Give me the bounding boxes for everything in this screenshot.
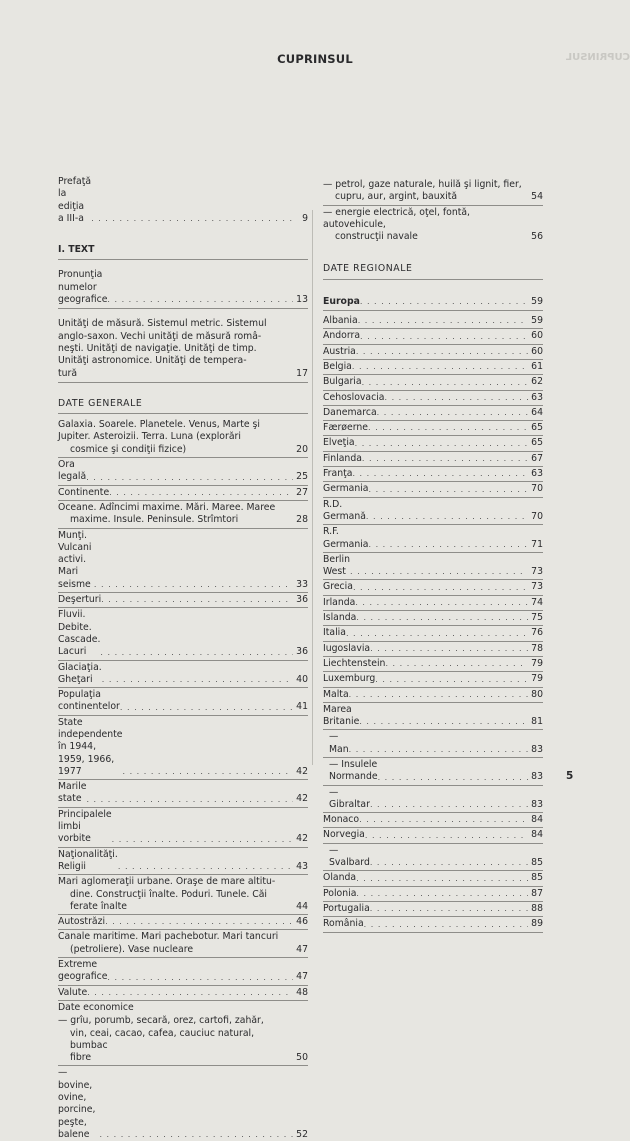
toc-entry-country[interactable]: Norvegia . . . 84 bbox=[323, 829, 543, 843]
subheading-date-economice: Date economice bbox=[58, 1001, 134, 1013]
toc-entry-unitati[interactable]: Unităţi de măsură. Sistemul metric. Sistemul anglo-saxon. Vechi unităţi de măsură româ- neşti. Unităţi de navigaţie. Unităţi de timp. Unităţi astronomice. Unităţi de tempera- tură 17 bbox=[58, 318, 308, 382]
toc-entry-country[interactable]: Franţa . . . 63 bbox=[323, 468, 543, 482]
toc-entry-country[interactable]: Bulgaria . . . 62 bbox=[323, 376, 543, 390]
toc-entry-country[interactable]: Malta . . . 80 bbox=[323, 689, 543, 703]
left-column bbox=[58, 176, 308, 1141]
toc-entry-country[interactable]: — Man . . . 83 bbox=[323, 731, 543, 758]
toc-entry-canale[interactable]: Canale maritime. Mari pachebotur. Mari tancuri (petroliere). Vase nucleare 47 bbox=[58, 931, 308, 958]
toc-entry-country[interactable]: Olanda . . . 85 bbox=[323, 872, 543, 886]
toc-entry-autostrazi[interactable]: Autostrăzi . . . 46 bbox=[58, 916, 308, 930]
toc-entry-country[interactable]: Portugalia . . . 88 bbox=[323, 903, 543, 917]
toc-entry-valute[interactable]: Valute . . . 48 bbox=[58, 987, 308, 1001]
toc-entry-continente[interactable]: Continente . . . 27 bbox=[58, 487, 308, 501]
toc-entry-country[interactable]: Iugoslavia . . . 78 bbox=[323, 643, 543, 657]
toc-entry-country[interactable]: — Gibraltar . . . 83 bbox=[323, 787, 543, 814]
toc-entry-country[interactable]: Grecia . . . 73 bbox=[323, 581, 543, 595]
toc-entry-petrol[interactable]: — petrol, gaze naturale, huilă şi lignit, fier, cupru, aur, argint, bauxită 54 bbox=[323, 179, 543, 206]
toc-entry-country[interactable]: Liechtenstein . . . 79 bbox=[323, 658, 543, 672]
toc-entry-country[interactable]: Monaco . . . 84 bbox=[323, 814, 543, 828]
toc-entry-country[interactable]: Færøerne . . . 65 bbox=[323, 422, 543, 436]
toc-entry-deserturi[interactable]: Deşerturi . . . 36 bbox=[58, 594, 308, 608]
toc-entry-energie[interactable]: — energie electrică, oţel, fontă, autovehicule, construcţii navale 56 bbox=[323, 206, 543, 243]
toc-entry-limbi[interactable]: Principalele limbi vorbite . . . 42 bbox=[58, 809, 308, 848]
section-heading-text: I. TEXT bbox=[58, 244, 308, 260]
toc-entry-marile-state[interactable]: Marile state . . . 42 bbox=[58, 781, 308, 808]
page-number: 5 bbox=[566, 770, 574, 782]
toc-entry-country[interactable]: Danemarca . . . 64 bbox=[323, 407, 543, 421]
toc-entry-country[interactable]: Polonia . . . 87 bbox=[323, 888, 543, 902]
toc-entry-preface[interactable]: Prefaţă la ediţia a III-a . . . 9 bbox=[58, 176, 308, 225]
toc-entry-country[interactable]: Irlanda . . . 74 bbox=[323, 597, 543, 611]
toc-entry-country[interactable]: Germania . . . 70 bbox=[323, 483, 543, 497]
toc-entry-country[interactable]: Andorra . . . 60 bbox=[323, 330, 543, 344]
toc-entry-country[interactable]: — Insulele Normande . . . 83 bbox=[323, 759, 543, 786]
toc-entry-country[interactable]: Finlanda . . . 67 bbox=[323, 453, 543, 467]
toc-entry-country[interactable]: R.F. Germania . . . 71 bbox=[323, 526, 543, 553]
toc-entry-country[interactable]: Islanda . . . 75 bbox=[323, 612, 543, 626]
toc-entry-country[interactable]: Berlin West . . . 73 bbox=[323, 554, 543, 581]
toc-entry-country[interactable]: — Svalbard . . . 85 bbox=[323, 845, 543, 872]
column-divider bbox=[312, 210, 313, 765]
toc-entry-ora-legala[interactable]: Ora legală . . . 25 bbox=[58, 459, 308, 486]
toc-entry-galaxia[interactable]: Galaxia. Soarele. Planetele. Venus, Marte şi Jupiter. Asteroizii. Terra. Luna (explorări cosmice şi condiţii fizice) 20 bbox=[58, 419, 308, 458]
page-title: CUPRINSUL bbox=[277, 52, 353, 66]
toc-entry-country[interactable]: Marea Britanie . . . 81 bbox=[323, 704, 543, 731]
bleed-through-heading: CUPRINSUL bbox=[565, 52, 630, 63]
toc-entry-fluvii[interactable]: Fluvii. Debite. Cascade. Lacuri . . . 36 bbox=[58, 609, 308, 660]
toc-entry-nationalitati[interactable]: Naţionalităţi. Religii . . . 43 bbox=[58, 849, 308, 876]
toc-entry-country[interactable]: Albania . . . 59 bbox=[323, 315, 543, 329]
toc-entry-country[interactable]: România . . . 89 bbox=[323, 918, 543, 932]
toc-entry-munti[interactable]: Munţi. Vulcani activi. Mari seisme . . . 33 bbox=[58, 530, 308, 593]
section-heading-date-generale: DATE GENERALE bbox=[58, 398, 308, 414]
section-heading-date-regionale: DATE REGIONALE bbox=[323, 263, 543, 279]
toc-entry-country[interactable]: Italia . . . 76 bbox=[323, 627, 543, 641]
toc-entry-glaciatia[interactable]: Glaciaţia. Gheţari . . . 40 bbox=[58, 662, 308, 689]
right-column bbox=[323, 179, 543, 933]
toc-entry-oceane[interactable]: Oceane. Adîncimi maxime. Mări. Maree. Maree maxime. Insule. Peninsule. Strîmtori 28 bbox=[58, 502, 308, 529]
toc-entry-pronuntia[interactable]: Pronunţia numelor geografice . . . 13 bbox=[58, 269, 308, 309]
toc-entry-aglomeratii[interactable]: Mari aglomeraţii urbane. Oraşe de mare altitu- dine. Construcţii înalte. Poduri. Tunele. Căi ferate înalte 44 bbox=[58, 876, 308, 915]
toc-entry-country[interactable]: Luxemburg . . . 79 bbox=[323, 673, 543, 687]
toc-entry-country[interactable]: Cehoslovacia . . . 63 bbox=[323, 392, 543, 406]
toc-entry-europa[interactable]: Europa . . . 59 bbox=[323, 296, 543, 311]
toc-entry-populatia[interactable]: Populaţia continentelor . . . 41 bbox=[58, 689, 308, 716]
toc-entry-country[interactable]: Elveţia . . . 65 bbox=[323, 437, 543, 451]
toc-entry-country[interactable]: Belgia . . . 61 bbox=[323, 361, 543, 375]
toc-entry-extreme[interactable]: Extreme geografice . . . 47 bbox=[58, 959, 308, 986]
toc-entry-country[interactable]: Austria . . . 60 bbox=[323, 346, 543, 360]
toc-entry-state-independente[interactable]: State independente în 1944, 1959, 1966, 1977 . . . 42 bbox=[58, 717, 308, 780]
toc-entry-country[interactable]: R.D. Germană . . . 70 bbox=[323, 499, 543, 526]
toc-entry-griu[interactable]: — grîu, porumb, secară, orez, cartofi, zahăr, vin, ceai, cacao, cafea, cauciuc natural, bumbac fibre 50 bbox=[58, 1015, 308, 1066]
toc-entry-bovine[interactable]: — bovine, ovine, porcine, peşte, balene . . . 52 bbox=[58, 1067, 308, 1141]
